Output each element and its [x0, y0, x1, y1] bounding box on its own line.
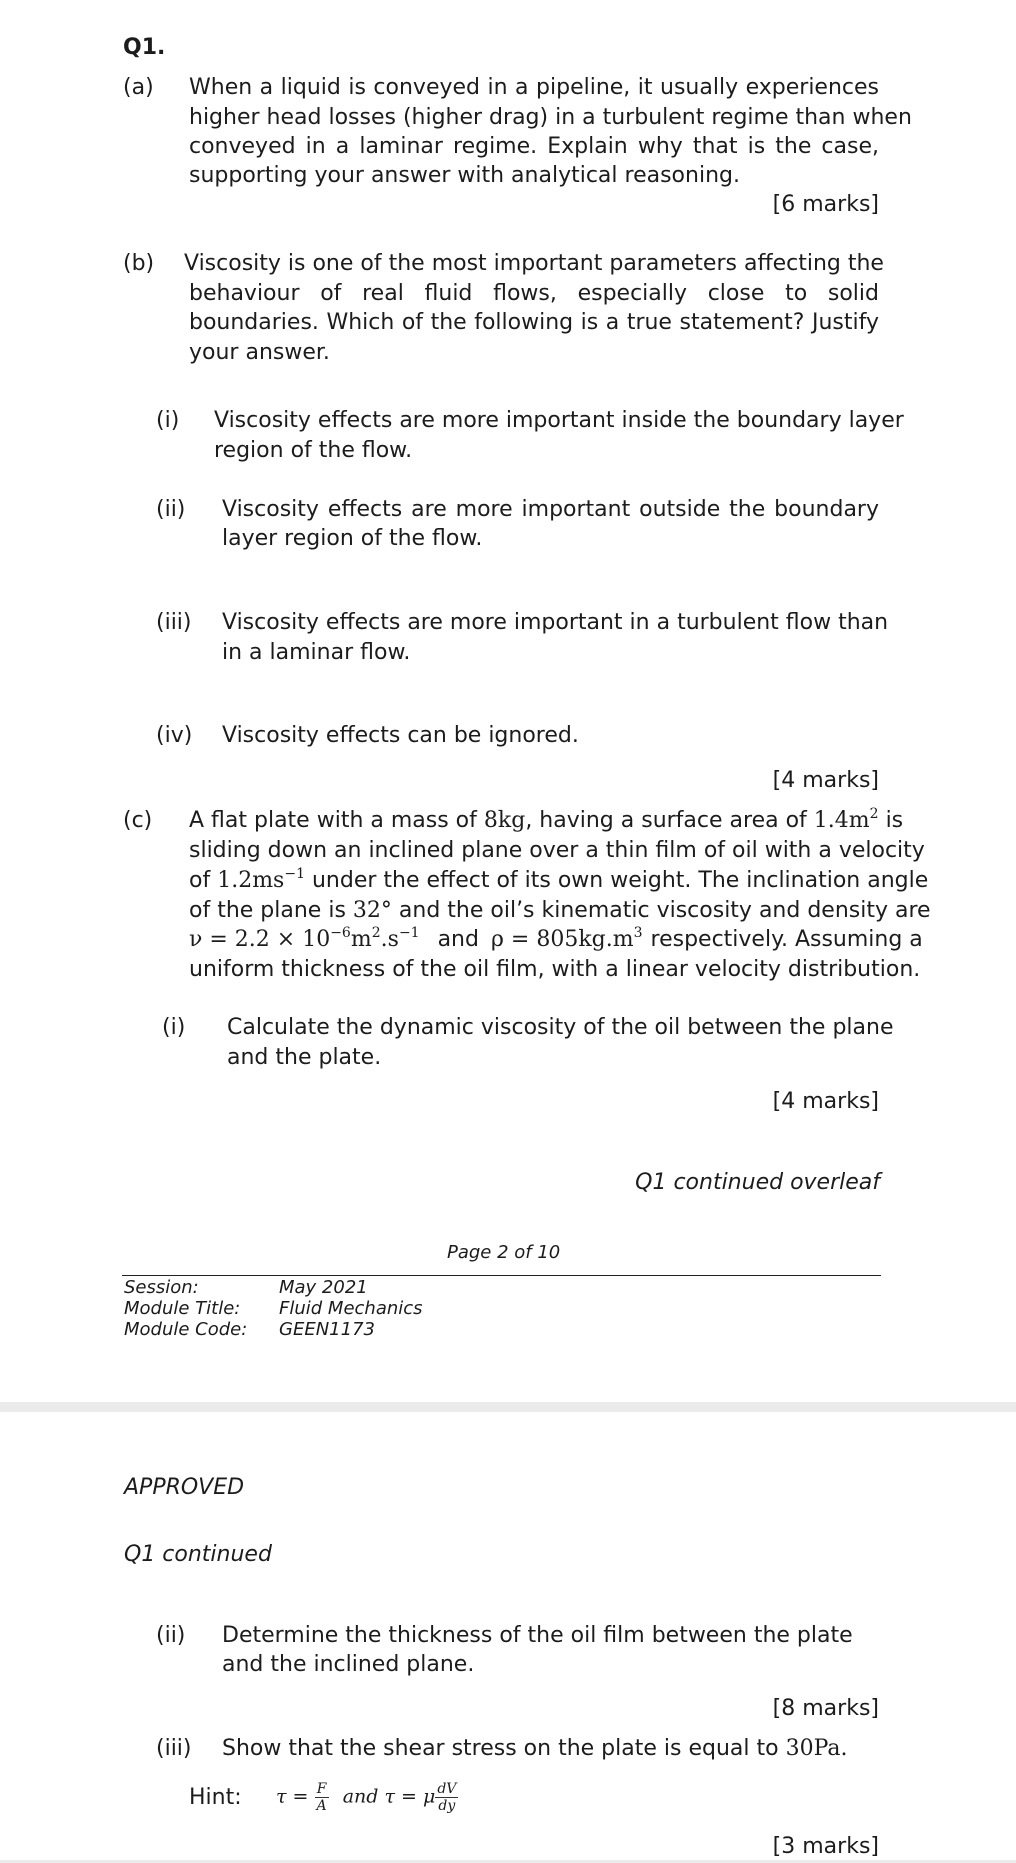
- module-title-value: Fluid Mechanics: [279, 1298, 423, 1319]
- incline-angle: 32°: [352, 898, 392, 923]
- option-iv-label: (iv): [156, 723, 193, 748]
- part-c-iii-label: (iii): [156, 1736, 192, 1761]
- part-c-line-6: uniform thickness of the oil film, with a linear velocity distribution.: [189, 957, 921, 982]
- hint-formula: τ = $\frac{F}{A}$ and τ = μ $\frac{dV}{dy}$: [276, 1781, 457, 1814]
- part-c-ii-line-1: Determine the thickness of the oil film between the plate: [222, 1623, 853, 1648]
- question-label: Q1.: [123, 35, 166, 60]
- plate-area: 1.4m: [813, 808, 870, 833]
- part-b-line-1: Viscosity is one of the most important parameters affecting the: [184, 251, 884, 276]
- option-i-line-1: Viscosity effects are more important inside the boundary layer: [214, 408, 904, 433]
- part-b-label: (b): [123, 251, 155, 276]
- velocity-gradient-fraction: $\frac{dV}{dy}$: [437, 1781, 457, 1814]
- part-b-line-2: behaviour of real fluid flows, especially close to solid: [189, 281, 879, 306]
- part-c-line-2: sliding down an inclined plane over a thin film of oil with a velocity: [189, 838, 925, 863]
- q1-continued-heading: Q1 continued: [124, 1542, 272, 1567]
- shear-stress-value: 30Pa.: [785, 1736, 848, 1761]
- footer-rule: [122, 1275, 881, 1276]
- part-c-iii-text: Show that the shear stress on the plate is equal to 30Pa.: [222, 1736, 848, 1761]
- part-c-ii-line-2: and the inclined plane.: [222, 1652, 475, 1677]
- part-c-i-line-1: Calculate the dynamic viscosity of the oil between the plane: [227, 1015, 894, 1040]
- part-a-line-2: higher head losses (higher drag) in a turbulent regime than when: [189, 105, 912, 130]
- part-a-marks: [6 marks]: [772, 192, 879, 217]
- option-ii-line-2: layer region of the flow.: [222, 526, 483, 551]
- hint-label: Hint:: [189, 1785, 242, 1810]
- session-value: May 2021: [279, 1277, 368, 1298]
- continued-overleaf: Q1 continued overleaf: [635, 1170, 880, 1195]
- part-b-line-4: your answer.: [189, 340, 330, 365]
- part-b-marks: [4 marks]: [772, 768, 879, 793]
- part-c-line-5: $\nu = 2.2 \times 10^{-6}m^2.s^{-1}$ and $\rho = 805kg.m^3$ respectively. Assuming a: [189, 925, 923, 952]
- part-a-label: (a): [123, 75, 154, 100]
- part-a-line-3: conveyed in a laminar regime. Explain why that is the case,: [189, 134, 879, 159]
- module-code-label: Module Code:: [124, 1319, 248, 1340]
- option-i-label: (i): [156, 408, 180, 433]
- module-title-label: Module Title:: [124, 1298, 241, 1319]
- part-a-line-4: supporting your answer with analytical reasoning.: [189, 163, 740, 188]
- plate-velocity: 1.2ms: [217, 868, 285, 893]
- part-c-i-line-2: and the plate.: [227, 1045, 382, 1070]
- part-b-line-3: boundaries. Which of the following is a true statement? Justify: [189, 310, 879, 335]
- part-c-i-marks: [4 marks]: [772, 1089, 879, 1114]
- option-iii-label: (iii): [156, 610, 192, 635]
- part-c-line-4: of the plane is 32° and the oil’s kinematic viscosity and density are: [189, 898, 931, 923]
- option-iii-line-1: Viscosity effects are more important in a turbulent flow than: [222, 610, 889, 635]
- part-c-line-3: of $1.2ms^{-1}$ under the effect of its own weight. The inclination angle: [189, 866, 929, 893]
- kinematic-viscosity: ν = 2.2 × 10: [189, 927, 331, 952]
- page-separator: [0, 1402, 1016, 1412]
- part-c-ii-marks: [8 marks]: [772, 1696, 879, 1721]
- option-i-line-2: region of the flow.: [214, 438, 413, 463]
- approved-label: APPROVED: [124, 1475, 245, 1500]
- part-c-line-1: A flat plate with a mass of 8kg, having a surface area of $1.4m^2$ is: [189, 806, 904, 833]
- plate-mass: 8kg: [483, 808, 526, 833]
- part-c-iii-marks: [3 marks]: [772, 1834, 879, 1859]
- page-number: Page 2 of 10: [447, 1242, 561, 1263]
- part-c-ii-label: (ii): [156, 1623, 186, 1648]
- option-iv-line-1: Viscosity effects can be ignored.: [222, 723, 579, 748]
- option-ii-line-1: Viscosity effects are more important outside the boundary: [222, 497, 879, 522]
- session-label: Session:: [124, 1277, 199, 1298]
- oil-density: ρ = 805kg.m: [490, 927, 634, 952]
- force-over-area-fraction: $\frac{F}{A}$: [316, 1781, 327, 1814]
- option-ii-label: (ii): [156, 497, 186, 522]
- part-c-label: (c): [123, 808, 153, 833]
- module-code-value: GEEN1173: [279, 1319, 375, 1340]
- part-a-line-1: When a liquid is conveyed in a pipeline, it usually experiences: [189, 75, 879, 100]
- option-iii-line-2: in a laminar flow.: [222, 640, 411, 665]
- part-c-i-label: (i): [162, 1015, 186, 1040]
